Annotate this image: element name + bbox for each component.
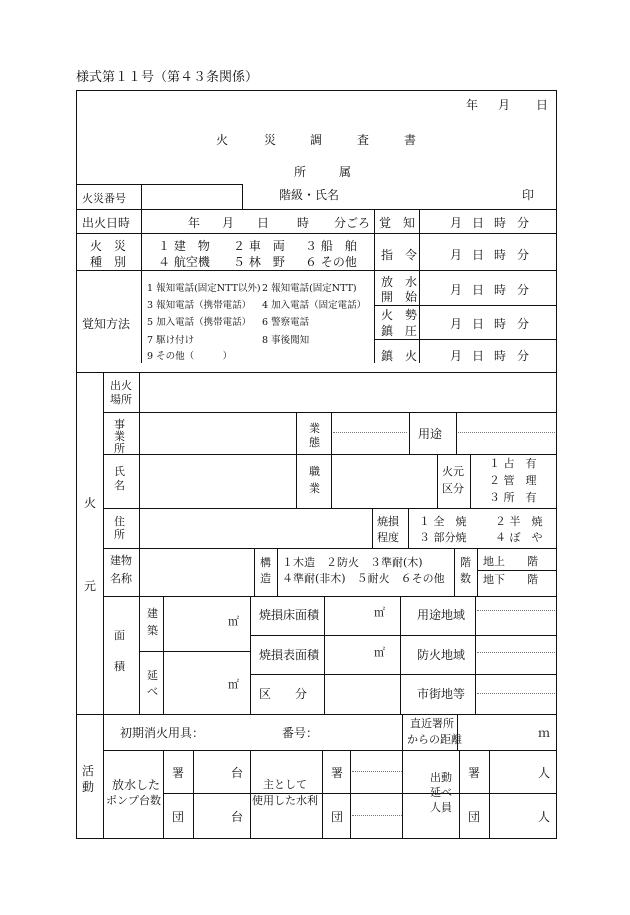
unit: 時 (494, 349, 507, 363)
water-source-label-1: 主として (263, 778, 307, 791)
burnt-floor-area-label: 焼損床面積 (259, 608, 320, 622)
fire-type-label-1: 火 災 (90, 239, 127, 253)
total-floor-1: 延 (147, 669, 158, 682)
building-area-1: 建 (147, 607, 158, 620)
unit: 時 (494, 283, 507, 297)
personnel-corps-label: 団 (468, 810, 481, 824)
fire-number-field[interactable] (143, 186, 240, 208)
unit: 分 (517, 216, 530, 230)
building-name-1: 建物 (110, 554, 132, 567)
damage-1: 焼損 (377, 515, 399, 528)
usage-label: 用途 (418, 427, 443, 441)
unit: 月 (450, 248, 463, 262)
vehicle-unit: 台 (231, 810, 244, 824)
structure-2: 造 (260, 572, 271, 585)
business-office-2: 業 (114, 430, 125, 443)
title-char: 火 (216, 133, 229, 147)
burnt-surface-area-label: 焼損表面積 (259, 648, 320, 662)
origin-side-label-2: 元 (84, 579, 97, 593)
method-option[interactable]: 9 その他（ ） (147, 351, 233, 362)
damage-option[interactable]: ２ 半 焼 (495, 515, 543, 528)
title-char: 災 (264, 133, 277, 147)
unit-minute-approx: 分ごろ (334, 216, 371, 230)
affiliation-label-1: 所 (294, 165, 307, 179)
business-type-1: 業 (309, 422, 320, 435)
damage-option[interactable]: ３ 部分焼 (419, 531, 467, 544)
business-office-3: 所 (114, 442, 125, 455)
awareness-label: 覚 知 (379, 216, 416, 230)
date-year-label: 年 (466, 98, 479, 112)
structure-1: 構 (260, 556, 271, 569)
total-floor-2: べ (147, 685, 158, 698)
dispatch-datetime-label: 出火日時 (82, 216, 131, 230)
awareness-method-label: 覚知方法 (82, 317, 131, 331)
fire-type-option[interactable]: ３ 船 舶 (305, 239, 357, 253)
personnel-label-3: 人員 (430, 801, 452, 814)
unit: 日 (472, 283, 485, 297)
relation-1: 火元 (442, 465, 464, 478)
fire-type-option[interactable]: ５ 林 野 (233, 255, 285, 269)
title-char: 調 (310, 133, 323, 147)
pump-corps-label: 団 (172, 810, 185, 824)
fire-zone-label: 防火地域 (417, 648, 466, 662)
vehicle-unit: 台 (231, 766, 244, 780)
origin-place-2: 場所 (110, 393, 132, 406)
relation-option[interactable]: ２ 管 理 (489, 474, 537, 487)
method-option[interactable]: 1 報知電話(固定NTT以外) (147, 283, 261, 294)
method-option[interactable]: 8 事後聞知 (262, 335, 310, 346)
method-option[interactable]: 7 駆け付け (147, 335, 195, 346)
district-label: 区 分 (259, 687, 308, 701)
origin-place-1: 出火 (110, 379, 132, 392)
area-2: 積 (114, 660, 125, 673)
method-option[interactable]: 4 加入電話（固定電話） (262, 300, 367, 311)
water-station-label: 署 (331, 766, 344, 780)
unit: 時 (494, 248, 507, 262)
water-start-label-1: 放 水 (381, 275, 418, 289)
fire-type-label-2: 種 別 (90, 255, 127, 269)
water-corps-label: 団 (331, 810, 344, 824)
title-char: 査 (357, 133, 370, 147)
water-source-label-2: 使用した水利 (252, 794, 318, 807)
fire-number-label: 火災番号 (82, 192, 126, 205)
person-unit: 人 (538, 766, 551, 780)
pumps-label-2: ポンプ台数 (106, 794, 161, 807)
personnel-station-label: 署 (468, 766, 481, 780)
suppress-label-2: 鎮 圧 (381, 324, 418, 338)
command-label: 指 令 (381, 248, 418, 262)
unit: 日 (472, 216, 485, 230)
person-unit: 人 (538, 810, 551, 824)
method-option[interactable]: 6 警察電話 (262, 317, 310, 328)
building-area-2: 築 (147, 624, 158, 637)
below-ground-label: 地下 階 (483, 573, 538, 586)
floors-1: 階 (460, 556, 471, 569)
date-month-label: 月 (498, 98, 511, 112)
occupation-2: 業 (309, 482, 320, 495)
above-ground-label: 地上 階 (483, 555, 538, 568)
unit-hour: 時 (297, 216, 310, 230)
origin-side-label-1: 火 (84, 496, 97, 510)
sqm-unit: ㎡ (228, 678, 239, 691)
rank-name-label: 階級・氏名 (279, 188, 340, 202)
initial-equipment-label: 初期消火用具： (120, 726, 205, 740)
suppress-label-1: 火 勢 (381, 308, 418, 322)
distance-unit: ｍ (538, 726, 551, 740)
personnel-label-2: 延べ (430, 786, 452, 799)
affiliation-label-2: 属 (339, 165, 352, 179)
damage-option[interactable]: ４ ぼ や (495, 531, 543, 544)
relation-2: 区分 (442, 482, 464, 495)
activity-side-2: 動 (82, 780, 95, 794)
use-zone-label: 用途地域 (417, 608, 466, 622)
damage-option[interactable]: １ 全 焼 (419, 515, 467, 528)
unit-month: 月 (222, 216, 235, 230)
relation-option[interactable]: １ 占 有 (489, 457, 537, 470)
structure-options-1[interactable]: １木造 ２防火 ３準耐(木) (282, 556, 423, 569)
name-1: 氏 (114, 465, 125, 478)
personnel-label-1: 出動 (430, 771, 452, 784)
sqm-unit: ㎡ (228, 615, 239, 628)
name-2: 名 (114, 479, 125, 492)
unit: 日 (472, 248, 485, 262)
fire-type-option[interactable]: ６ その他 (305, 255, 357, 269)
title-char: 書 (404, 133, 417, 147)
relation-option[interactable]: ３ 所 有 (489, 491, 537, 504)
fire-type-option[interactable]: ２ 車 両 (233, 239, 285, 253)
unit: 日 (472, 349, 485, 363)
extinguish-label: 鎮 火 (381, 349, 418, 363)
unit: 月 (450, 283, 463, 297)
occupation-1: 職 (309, 465, 320, 478)
distance-label-2: からの距離 (407, 733, 462, 746)
address-2: 所 (114, 528, 125, 541)
address-1: 住 (114, 515, 125, 528)
business-office-1: 事 (114, 418, 125, 431)
unit: 分 (517, 248, 530, 262)
method-option[interactable]: 3 報知電話（携帯電話） (147, 300, 252, 311)
date-day-label: 日 (536, 98, 549, 112)
equipment-number-label: 番号： (282, 726, 319, 740)
water-start-label-2: 開 始 (381, 290, 418, 304)
seal-label: 印 (522, 188, 535, 202)
building-name-2: 名称 (110, 572, 132, 585)
sqm-unit: ㎡ (374, 646, 385, 659)
city-zone-label: 市街地等 (417, 687, 466, 701)
floors-2: 数 (460, 572, 471, 585)
unit: 分 (517, 317, 530, 331)
structure-options-2[interactable]: ４準耐(非木) ５耐火 ６その他 (282, 572, 445, 585)
fire-type-option[interactable]: １ 建 物 (158, 239, 210, 253)
fire-type-option[interactable]: ４ 航空機 (158, 255, 210, 269)
activity-side-1: 活 (82, 764, 95, 778)
unit-year: 年 (188, 216, 201, 230)
area-1: 面 (114, 629, 125, 642)
sqm-unit: ㎡ (374, 606, 385, 619)
pump-station-label: 署 (172, 766, 185, 780)
method-option[interactable]: 2 報知電話(固定NTT) (262, 283, 357, 294)
method-option[interactable]: 5 加入電話（携帯電話） (147, 317, 252, 328)
unit: 月 (450, 216, 463, 230)
unit: 時 (494, 317, 507, 331)
business-type-2: 態 (309, 436, 320, 449)
distance-label-1: 直近署所 (410, 717, 454, 730)
unit: 分 (517, 283, 530, 297)
unit: 日 (472, 317, 485, 331)
unit: 分 (517, 349, 530, 363)
unit: 時 (494, 216, 507, 230)
unit: 月 (450, 317, 463, 331)
form-number-title: 様式第１１号（第４３条関係） (76, 70, 259, 85)
unit-day: 日 (257, 216, 270, 230)
damage-2: 程度 (377, 531, 399, 544)
unit: 月 (450, 349, 463, 363)
pumps-label-1: 放水した (112, 778, 161, 792)
